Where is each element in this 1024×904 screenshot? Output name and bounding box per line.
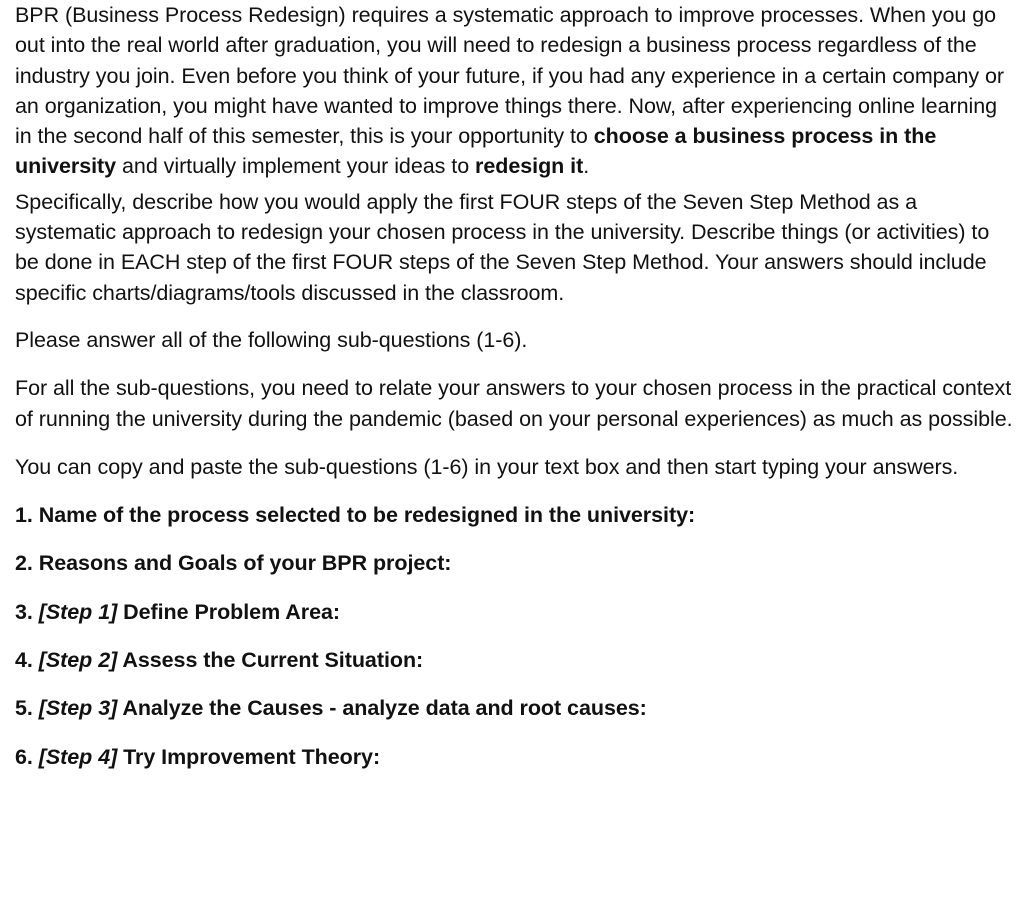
intro-emphasis-choose-process: choose a business process in the university <box>15 124 937 179</box>
question-number: 6. <box>15 744 39 769</box>
sub-question-1 <box>15 500 1014 530</box>
intro-text-cont: and virtually implement your ideas to <box>116 154 476 179</box>
step-label: [Step 1] <box>38 599 118 624</box>
sub-question-5 <box>15 693 1014 723</box>
step-label: [Step 4] <box>38 744 118 769</box>
step-label: [Step 3] <box>38 696 118 721</box>
sub-question-2 <box>15 548 1014 578</box>
copy-paste-paragraph: You can copy and paste the sub-questions (1-6) in your text box and then start typing your answers. <box>15 454 959 479</box>
question-number: 4. <box>15 648 39 673</box>
step-label: [Step 2] <box>38 648 118 673</box>
question-text: Assess the Current Situation: <box>117 648 424 673</box>
intro-emphasis-redesign: redesign it <box>475 154 584 179</box>
question-text: Try Improvement Theory: <box>117 744 381 769</box>
question-text: Define Problem Area: <box>117 599 340 624</box>
question-number: 5. <box>15 696 39 721</box>
instructions-paragraph: Specifically, describe how you would apply the first FOUR steps of the Seven Step Method as a systematic approach to redesign your chosen process in the university. Describe things (or activities) to be done in EACH step of the first FOUR steps of the Seven Step Method. Your answers should include specific charts/diagrams/tools discussed in the classroom. <box>15 189 990 305</box>
answer-all-paragraph: Please answer all of the following sub-questions (1-6). <box>15 327 528 352</box>
question-text: Name of the process selected to be redesigned in the university: <box>38 503 696 528</box>
sub-question-3 <box>15 597 1014 627</box>
question-text: Reasons and Goals of your BPR project: <box>38 551 452 576</box>
intro-text-end: . <box>583 154 590 179</box>
sub-question-4 <box>15 645 1014 675</box>
intro-paragraph <box>15 0 1014 182</box>
question-text: Analyze the Causes - analyze data and root causes: <box>117 696 647 721</box>
intro-text: BPR (Business Process Redesign) requires a systematic approach to improve processes. When you go out into the real world after graduation, you will need to redesign a business process regardless of the industry you join. Even before you think of your future, if you had any experience in a certain company or an organization, you might have wanted to improve things there. Now, after experiencing online learning in the second half of this semester, this is your opportunity to <box>15 3 1005 149</box>
question-number: 3. <box>15 599 39 624</box>
question-number: 1. <box>15 503 39 528</box>
sub-question-6 <box>15 742 1014 772</box>
question-number: 2. <box>15 551 39 576</box>
context-paragraph: For all the sub-questions, you need to relate your answers to your chosen process in the practical context of running the university during the pandemic (based on your personal experiences) as much as possible. <box>15 376 1013 431</box>
